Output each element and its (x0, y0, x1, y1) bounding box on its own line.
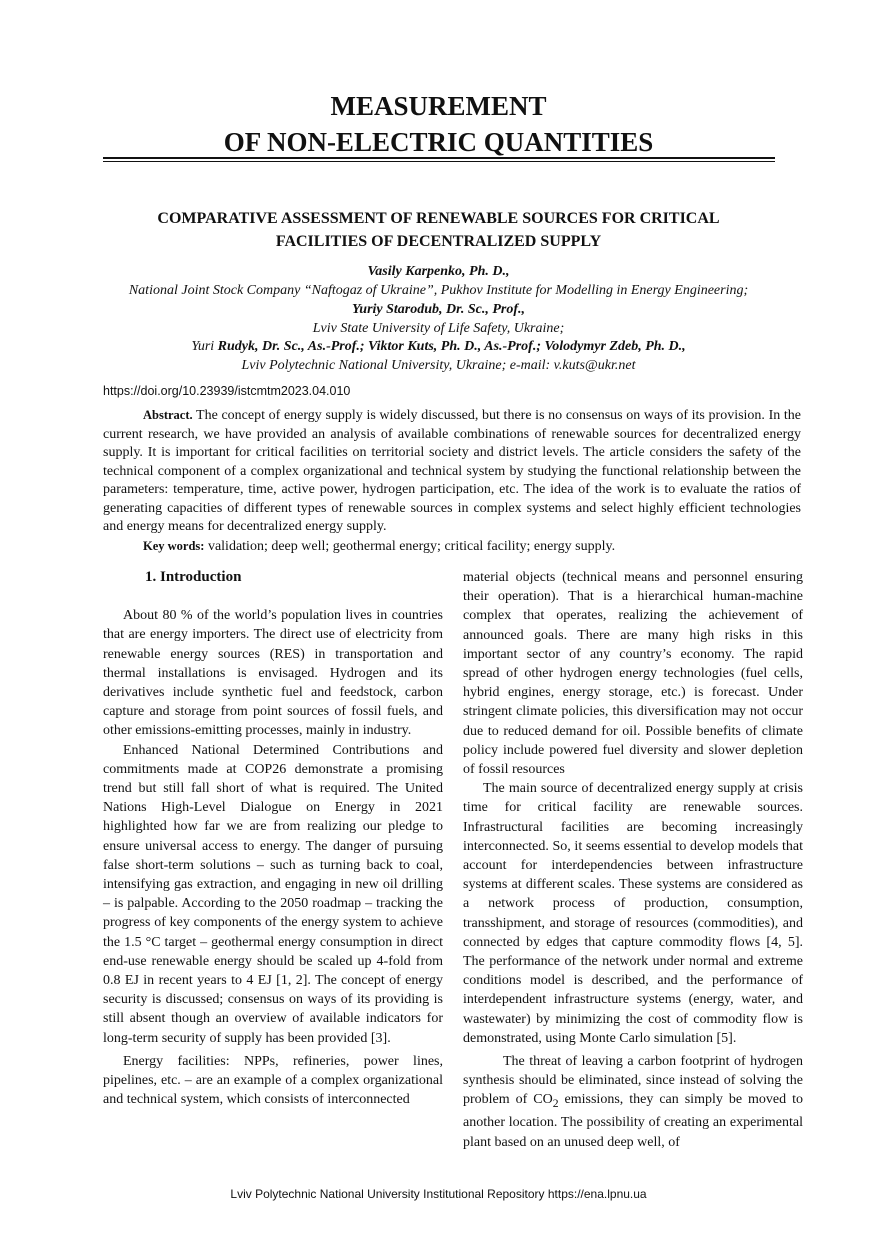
paragraph-part: The threat of leaving a carbon footprint of hydrogen synthesis should be eliminated, since instead of solving the problem of CO (463, 1054, 803, 1108)
paragraph: Enhanced National Determined Contributions and commitments made at COP26 demonstrate a promising trend but still fall short of what is required. The United Nations High-Level Dialogue on Energy in 2021 highlighted how far we are from realizing our pledge to ensure universal access to energy. The danger of pursuing false short-term solutions – such as turning back to coal, intensifying gas extraction, and engaging in new oil drilling – is palpable. According to the 2050 roadmap – tracking the progress of key components of the energy system to achieve the 1.5 °C target – geothermal energy consumption in direct end-use renewable energy should be scaled up 4-fold from 0.8 EJ in recent years to 4 EJ [1, 2]. The concept of energy security is discussed; consensus on ways of its providing is still absent though an overview of available indicators for long-term security of supply has been provided [3]. (103, 742, 443, 1046)
paragraph: Energy facilities: NPPs, refineries, power lines, pipelines, etc. – are an example of a complex organizational and technical system, which consists of interconnected (103, 1053, 443, 1108)
authors-line-3 (60, 337, 817, 356)
paragraph (463, 1052, 803, 1152)
article-title-line1: COMPARATIVE ASSESSMENT OF RENEWABLE SOURCES FOR CRITICAL (157, 210, 720, 227)
keywords (143, 537, 803, 557)
title-rule-thin (103, 161, 775, 162)
section-title-line2: OF NON-ELECTRIC QUANTITIES (223, 127, 654, 157)
paragraph-part: emissions, they can simply be moved to another location. The possibility of creating an experimental plant based on an unused deep well, of (463, 1092, 803, 1150)
paragraph: About 80 % of the world’s population lives in countries that are energy importers. The direct use of electricity from renewable energy sources (RES) in transportation and thermal installations is envisaged. Hydrogen and its derivatives include synthetic fuel and feedstock, carbon capture and storage from point sources of fossil fuels, and other emissions-emitting processes, mainly in industry. (103, 608, 443, 739)
title-rule-thick (103, 157, 775, 159)
paragraph: The main source of decentralized energy supply at crisis time for critical facility are renewable sources. Infrastructural facilities are becoming increasingly interconnected. So, it seems essential to develop models that account for interdependencies between infrastructure systems at different scales. These systems are considered as a network process of production, consumption, transshipment, and storage of resources (commodities), and connected by edges that capture commodity flows [4, 5]. The performance of the network under normal and extreme conditions model is described, and the performance of interdependent infrastructure systems (energy, water, and wastewater) by minimizing the cost of commodity flow is demonstrated, using Monte Carlo simulation [5]. (463, 781, 803, 1046)
abstract-label: Abstract. (143, 408, 193, 422)
affiliation-lviv-state: Lviv State University of Life Safety, Ukraine; (312, 321, 565, 336)
author-karpenko: Vasily Karpenko, Ph. D., (367, 264, 510, 279)
abstract (103, 406, 801, 537)
keywords-text: validation; deep well; geothermal energy; critical facility; energy supply. (207, 539, 616, 554)
article-title (110, 207, 767, 253)
authors-rudyk-kuts-zdeb: Rudyk, Dr. Sc., As.-Prof.; Viktor Kuts, Ph. D., As.-Prof.; Volodymyr Zdeb, Ph. D., (217, 339, 686, 354)
abstract-text: The concept of energy supply is widely discussed, but there is no consensus on ways of its provision. In the current research, we have provided an analysis of available combinations of renewable sources for decentralized energy supply. It is important for critical facilities on territorial society and district levels. The article considers the safety of the technical component of a complex organizational and technical system by studying the functional relationship between the parameters: temperature, time, active power, hydrogen participation, etc. The idea of the work is to evaluate the ratios of generating capacities of different types of renewable sources in complex systems and select highly efficient technologies and energy means for decentralized energy supply. (103, 408, 801, 534)
author-starodub: Yuriy Starodub, Dr. Sc., Prof., (352, 302, 525, 317)
keywords-label: Key words: (143, 539, 205, 553)
paragraph: material objects (technical means and personnel ensuring their operation). That is a hierarchical human-machine complex that operates, realizing the achievement of announced goals. There are many high risks in this important sector of any country’s economy. The rapid spread of other hydrogen energy technologies (fuel cells, hybrid engines, energy storage, etc.) is forecast. Under stringent climate policies, this diversification may not occur due to reduced demand for oil. Possible benefits of climate policy include powered fuel diversity and slower depletion of fossil resources (463, 570, 803, 778)
section-title (0, 88, 877, 160)
affiliation-naftogaz: National Joint Stock Company “Naftogaz of Ukraine”, Pukhov Institute for Modelling in Energy Engineering; (128, 283, 749, 298)
introduction-heading: 1. Introduction (145, 569, 242, 585)
right-column (463, 568, 803, 1152)
section-title-line1: MEASUREMENT (330, 91, 547, 121)
left-column (103, 568, 443, 1109)
article-title-line2: FACILITIES OF DECENTRALIZED SUPPLY (275, 233, 602, 250)
repository-footer: Lviv Polytechnic National University Institutional Repository https://ena.lpnu.ua (230, 1187, 647, 1201)
subscript: 2 (552, 1097, 559, 1111)
author-rudyk-firstname: Yuri (191, 339, 215, 354)
doi-link[interactable]: https://doi.org/10.23939/istcmtm2023.04.010 (103, 384, 351, 398)
affiliation-lviv-polytechnic: Lviv Polytechnic National University, Ukraine; e-mail: v.kuts@ukr.net (241, 358, 636, 373)
